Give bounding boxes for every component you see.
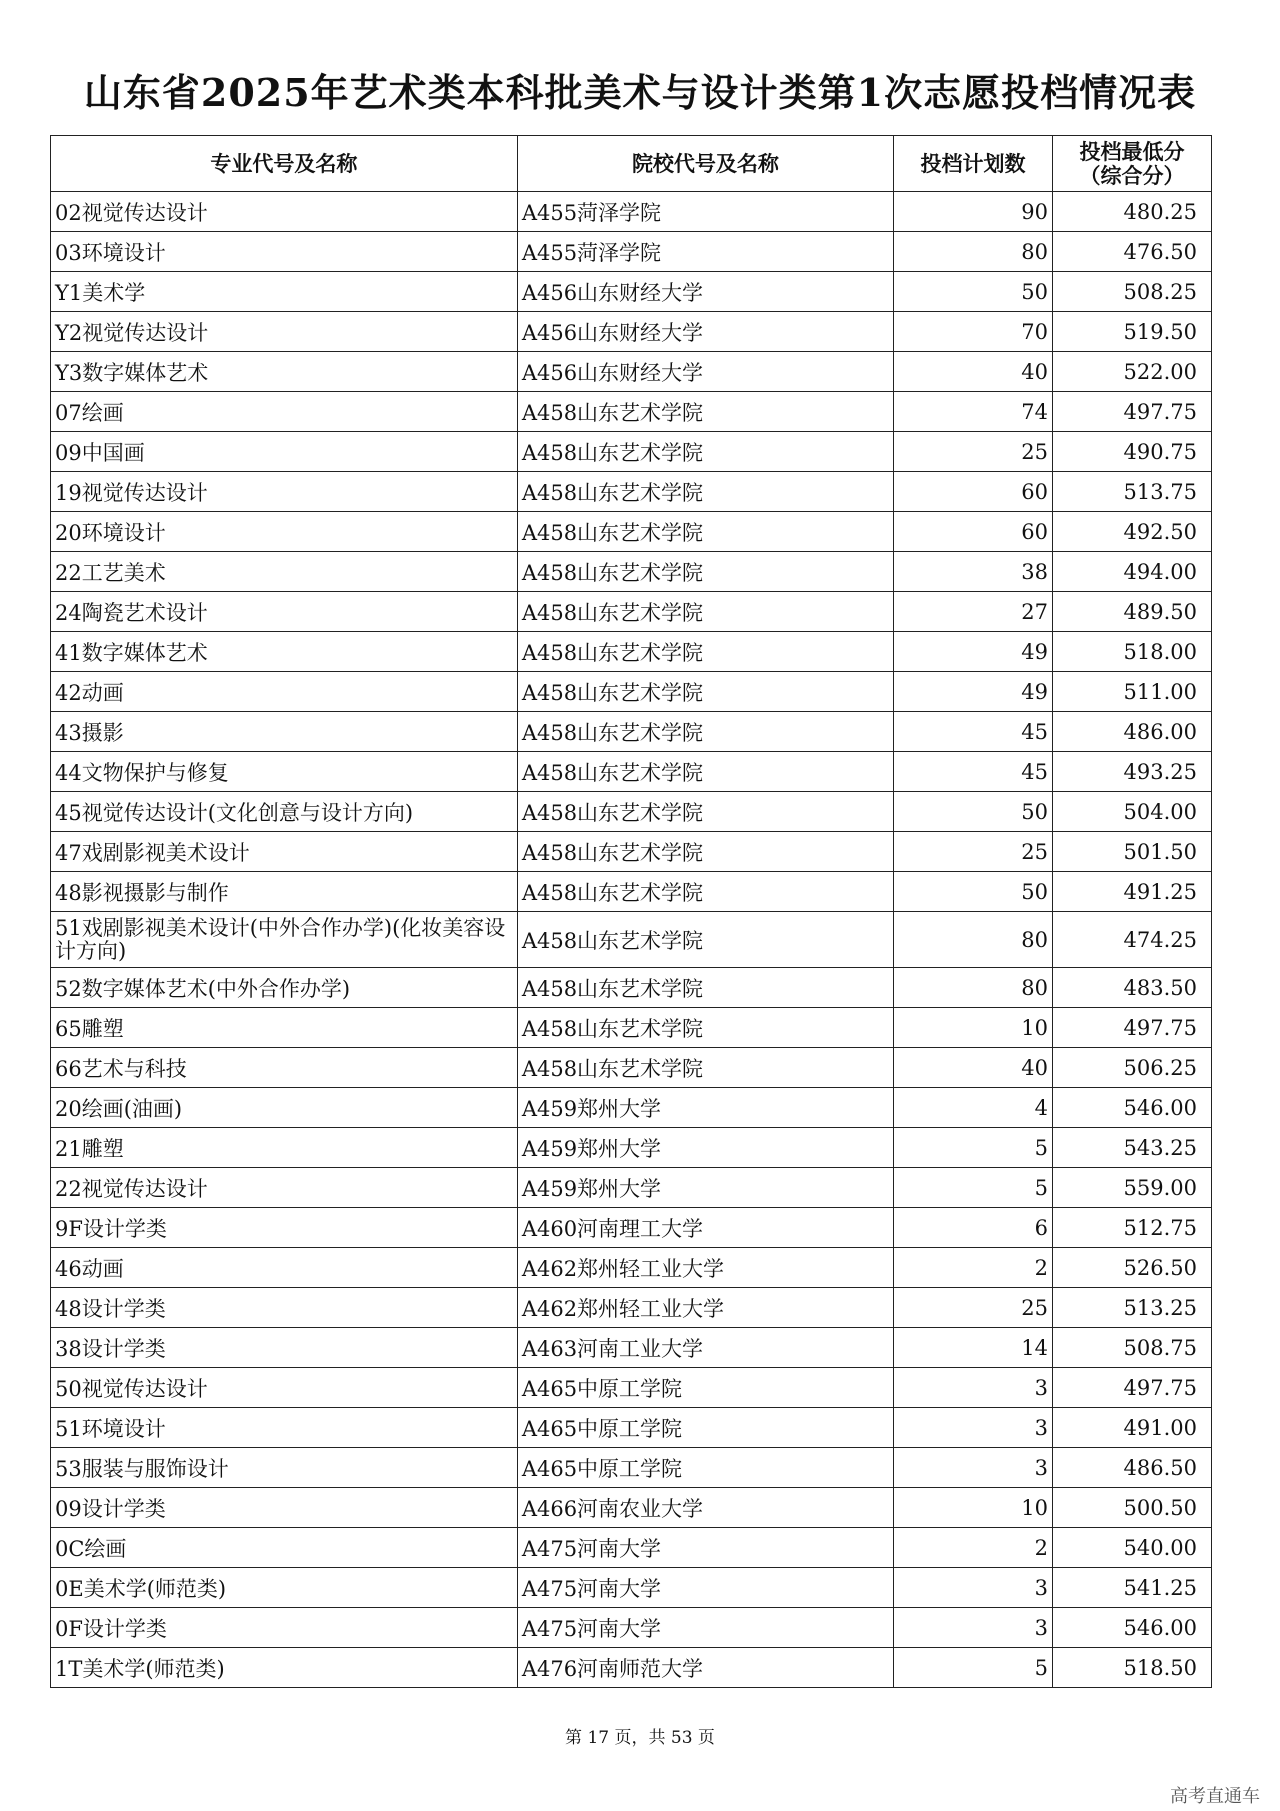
cell-plan: 3 <box>894 1448 1053 1488</box>
cell-major: 46动画 <box>51 1248 518 1288</box>
cell-plan: 50 <box>894 792 1053 832</box>
cell-school: A458山东艺术学院 <box>517 912 893 968</box>
cell-plan: 25 <box>894 1288 1053 1328</box>
page-footer: 第 17 页，共 53 页 <box>565 1728 715 1748</box>
cell-score: 494.00 <box>1053 552 1212 592</box>
cell-school: A465中原工学院 <box>517 1448 893 1488</box>
cell-plan: 6 <box>894 1208 1053 1248</box>
header-min-score <box>1053 136 1212 192</box>
cell-score: 512.75 <box>1053 1208 1212 1248</box>
cell-major: 51环境设计 <box>51 1408 518 1448</box>
cell-plan: 49 <box>894 632 1053 672</box>
cell-school: A475河南大学 <box>517 1528 893 1568</box>
cell-major: 0F设计学类 <box>51 1608 518 1648</box>
cell-plan: 5 <box>894 1128 1053 1168</box>
cell-score: 508.25 <box>1053 272 1212 312</box>
cell-plan: 49 <box>894 672 1053 712</box>
table-row <box>51 232 1212 272</box>
cell-plan: 4 <box>894 1088 1053 1128</box>
table-row <box>51 1128 1212 1168</box>
table-row <box>51 1408 1212 1448</box>
cell-score: 526.50 <box>1053 1248 1212 1288</box>
cell-major: 07绘画 <box>51 392 518 432</box>
cell-major: 22视觉传达设计 <box>51 1168 518 1208</box>
cell-plan: 60 <box>894 512 1053 552</box>
table-row <box>51 1048 1212 1088</box>
table-row <box>51 1008 1212 1048</box>
cell-major: 21雕塑 <box>51 1128 518 1168</box>
cell-school: A456山东财经大学 <box>517 272 893 312</box>
cell-plan: 2 <box>894 1528 1053 1568</box>
cell-major: 52数字媒体艺术(中外合作办学) <box>51 968 518 1008</box>
cell-plan: 45 <box>894 752 1053 792</box>
cell-score: 519.50 <box>1053 312 1212 352</box>
cell-school: A459郑州大学 <box>517 1088 893 1128</box>
cell-school: A456山东财经大学 <box>517 352 893 392</box>
cell-score: 497.75 <box>1053 1368 1212 1408</box>
cell-school: A456山东财经大学 <box>517 312 893 352</box>
cell-score: 486.50 <box>1053 1448 1212 1488</box>
cell-plan: 3 <box>894 1608 1053 1648</box>
cell-score: 491.25 <box>1053 872 1212 912</box>
cell-score: 522.00 <box>1053 352 1212 392</box>
cell-major: 48设计学类 <box>51 1288 518 1328</box>
cell-school: A458山东艺术学院 <box>517 968 893 1008</box>
cell-score: 543.25 <box>1053 1128 1212 1168</box>
cell-school: A460河南理工大学 <box>517 1208 893 1248</box>
cell-school: A465中原工学院 <box>517 1408 893 1448</box>
cell-plan: 74 <box>894 392 1053 432</box>
table-row <box>51 1568 1212 1608</box>
table-row <box>51 912 1212 968</box>
cell-score: 518.50 <box>1053 1648 1212 1688</box>
cell-plan: 50 <box>894 272 1053 312</box>
cell-plan: 80 <box>894 232 1053 272</box>
cell-school: A458山东艺术学院 <box>517 752 893 792</box>
cell-plan: 90 <box>894 192 1053 232</box>
cell-score: 497.75 <box>1053 1008 1212 1048</box>
cell-plan: 70 <box>894 312 1053 352</box>
cell-plan: 80 <box>894 912 1053 968</box>
cell-school: A475河南大学 <box>517 1608 893 1648</box>
cell-plan: 40 <box>894 1048 1053 1088</box>
cell-school: A458山东艺术学院 <box>517 672 893 712</box>
table-row <box>51 1528 1212 1568</box>
cell-plan: 25 <box>894 432 1053 472</box>
cell-score: 500.50 <box>1053 1488 1212 1528</box>
admission-table <box>50 135 1212 1688</box>
header-plan: 投档计划数 <box>894 136 1053 192</box>
cell-school: A458山东艺术学院 <box>517 512 893 552</box>
cell-score: 513.75 <box>1053 472 1212 512</box>
cell-score: 480.25 <box>1053 192 1212 232</box>
cell-score: 540.00 <box>1053 1528 1212 1568</box>
cell-school: A458山东艺术学院 <box>517 792 893 832</box>
cell-major: 09中国画 <box>51 432 518 472</box>
cell-score: 546.00 <box>1053 1088 1212 1128</box>
header-min-score-line2: （综合分） <box>1079 162 1185 188</box>
cell-plan: 3 <box>894 1568 1053 1608</box>
cell-plan: 80 <box>894 968 1053 1008</box>
cell-plan: 60 <box>894 472 1053 512</box>
cell-score: 508.75 <box>1053 1328 1212 1368</box>
table-row <box>51 1088 1212 1128</box>
cell-major: 38设计学类 <box>51 1328 518 1368</box>
cell-school: A458山东艺术学院 <box>517 1008 893 1048</box>
cell-plan: 14 <box>894 1328 1053 1368</box>
cell-score: 486.00 <box>1053 712 1212 752</box>
table-row <box>51 192 1212 232</box>
cell-score: 546.00 <box>1053 1608 1212 1648</box>
cell-school: A465中原工学院 <box>517 1368 893 1408</box>
table-row <box>51 1488 1212 1528</box>
cell-major: 65雕塑 <box>51 1008 518 1048</box>
cell-score: 489.50 <box>1053 592 1212 632</box>
cell-score: 476.50 <box>1053 232 1212 272</box>
cell-score: 541.25 <box>1053 1568 1212 1608</box>
table-row <box>51 432 1212 472</box>
watermark: 高考直通车 <box>1170 1786 1260 1807</box>
table-header-row <box>51 136 1212 192</box>
cell-major: 9F设计学类 <box>51 1208 518 1248</box>
table-row <box>51 1288 1212 1328</box>
table-row <box>51 512 1212 552</box>
cell-major: 66艺术与科技 <box>51 1048 518 1088</box>
cell-school: A476河南师范大学 <box>517 1648 893 1688</box>
cell-major: 51戏剧影视美术设计(中外合作办学)(化妆美容设计方向) <box>51 912 518 968</box>
table-row <box>51 632 1212 672</box>
cell-major: 0E美术学(师范类) <box>51 1568 518 1608</box>
cell-major: Y1美术学 <box>51 272 518 312</box>
cell-plan: 2 <box>894 1248 1053 1288</box>
cell-major: Y2视觉传达设计 <box>51 312 518 352</box>
cell-major: Y3数字媒体艺术 <box>51 352 518 392</box>
cell-major: 20绘画(油画) <box>51 1088 518 1128</box>
cell-school: A458山东艺术学院 <box>517 832 893 872</box>
cell-plan: 3 <box>894 1368 1053 1408</box>
table-row <box>51 872 1212 912</box>
cell-score: 504.00 <box>1053 792 1212 832</box>
cell-plan: 40 <box>894 352 1053 392</box>
cell-major: 20环境设计 <box>51 512 518 552</box>
cell-major: 48影视摄影与制作 <box>51 872 518 912</box>
cell-plan: 10 <box>894 1008 1053 1048</box>
table-row <box>51 968 1212 1008</box>
cell-major: 22工艺美术 <box>51 552 518 592</box>
cell-school: A458山东艺术学院 <box>517 432 893 472</box>
header-major: 专业代号及名称 <box>51 136 518 192</box>
table-row <box>51 352 1212 392</box>
cell-score: 492.50 <box>1053 512 1212 552</box>
cell-school: A458山东艺术学院 <box>517 472 893 512</box>
table-row <box>51 272 1212 312</box>
cell-score: 518.00 <box>1053 632 1212 672</box>
header-school: 院校代号及名称 <box>517 136 893 192</box>
cell-major: 43摄影 <box>51 712 518 752</box>
cell-score: 559.00 <box>1053 1168 1212 1208</box>
cell-school: A463河南工业大学 <box>517 1328 893 1368</box>
cell-score: 497.75 <box>1053 392 1212 432</box>
cell-school: A458山东艺术学院 <box>517 872 893 912</box>
cell-plan: 27 <box>894 592 1053 632</box>
cell-school: A458山东艺术学院 <box>517 712 893 752</box>
cell-school: A458山东艺术学院 <box>517 1048 893 1088</box>
cell-score: 501.50 <box>1053 832 1212 872</box>
cell-score: 491.00 <box>1053 1408 1212 1448</box>
table-row <box>51 672 1212 712</box>
cell-score: 483.50 <box>1053 968 1212 1008</box>
table-row <box>51 832 1212 872</box>
cell-school: A458山东艺术学院 <box>517 392 893 432</box>
cell-school: A458山东艺术学院 <box>517 592 893 632</box>
cell-major: 47戏剧影视美术设计 <box>51 832 518 872</box>
cell-plan: 25 <box>894 832 1053 872</box>
cell-score: 511.00 <box>1053 672 1212 712</box>
cell-plan: 45 <box>894 712 1053 752</box>
cell-score: 506.25 <box>1053 1048 1212 1088</box>
table-row <box>51 472 1212 512</box>
cell-plan: 3 <box>894 1408 1053 1448</box>
table-row <box>51 1648 1212 1688</box>
table-row <box>51 592 1212 632</box>
header-min-score-line1: 投档最低分 <box>1079 138 1185 164</box>
cell-school: A459郑州大学 <box>517 1128 893 1168</box>
table-row <box>51 1208 1212 1248</box>
cell-major: 53服装与服饰设计 <box>51 1448 518 1488</box>
cell-score: 490.75 <box>1053 432 1212 472</box>
cell-major: 03环境设计 <box>51 232 518 272</box>
table-body <box>51 192 1212 1688</box>
cell-school: A458山东艺术学院 <box>517 632 893 672</box>
cell-plan: 50 <box>894 872 1053 912</box>
table-row <box>51 752 1212 792</box>
cell-school: A459郑州大学 <box>517 1168 893 1208</box>
cell-plan: 5 <box>894 1168 1053 1208</box>
table-row <box>51 1608 1212 1648</box>
table-row <box>51 1168 1212 1208</box>
cell-major: 24陶瓷艺术设计 <box>51 592 518 632</box>
cell-major: 1T美术学(师范类) <box>51 1648 518 1688</box>
page-title: 山东省2025年艺术类本科批美术与设计类第1次志愿投档情况表 <box>83 70 1197 115</box>
cell-major: 44文物保护与修复 <box>51 752 518 792</box>
cell-major: 09设计学类 <box>51 1488 518 1528</box>
table-row <box>51 1368 1212 1408</box>
table-row <box>51 1248 1212 1288</box>
cell-plan: 10 <box>894 1488 1053 1528</box>
table-row <box>51 712 1212 752</box>
cell-school: A462郑州轻工业大学 <box>517 1288 893 1328</box>
cell-major: 19视觉传达设计 <box>51 472 518 512</box>
table-row <box>51 392 1212 432</box>
cell-school: A455菏泽学院 <box>517 192 893 232</box>
cell-score: 493.25 <box>1053 752 1212 792</box>
cell-major: 50视觉传达设计 <box>51 1368 518 1408</box>
cell-school: A466河南农业大学 <box>517 1488 893 1528</box>
cell-plan: 38 <box>894 552 1053 592</box>
table-row <box>51 1328 1212 1368</box>
cell-school: A455菏泽学院 <box>517 232 893 272</box>
cell-major: 45视觉传达设计(文化创意与设计方向) <box>51 792 518 832</box>
cell-plan: 5 <box>894 1648 1053 1688</box>
cell-school: A462郑州轻工业大学 <box>517 1248 893 1288</box>
cell-score: 513.25 <box>1053 1288 1212 1328</box>
cell-major: 42动画 <box>51 672 518 712</box>
table-row <box>51 312 1212 352</box>
table-row <box>51 792 1212 832</box>
cell-score: 474.25 <box>1053 912 1212 968</box>
table-row <box>51 1448 1212 1488</box>
cell-major: 0C绘画 <box>51 1528 518 1568</box>
cell-major: 41数字媒体艺术 <box>51 632 518 672</box>
cell-major: 02视觉传达设计 <box>51 192 518 232</box>
cell-school: A475河南大学 <box>517 1568 893 1608</box>
cell-school: A458山东艺术学院 <box>517 552 893 592</box>
table-row <box>51 552 1212 592</box>
